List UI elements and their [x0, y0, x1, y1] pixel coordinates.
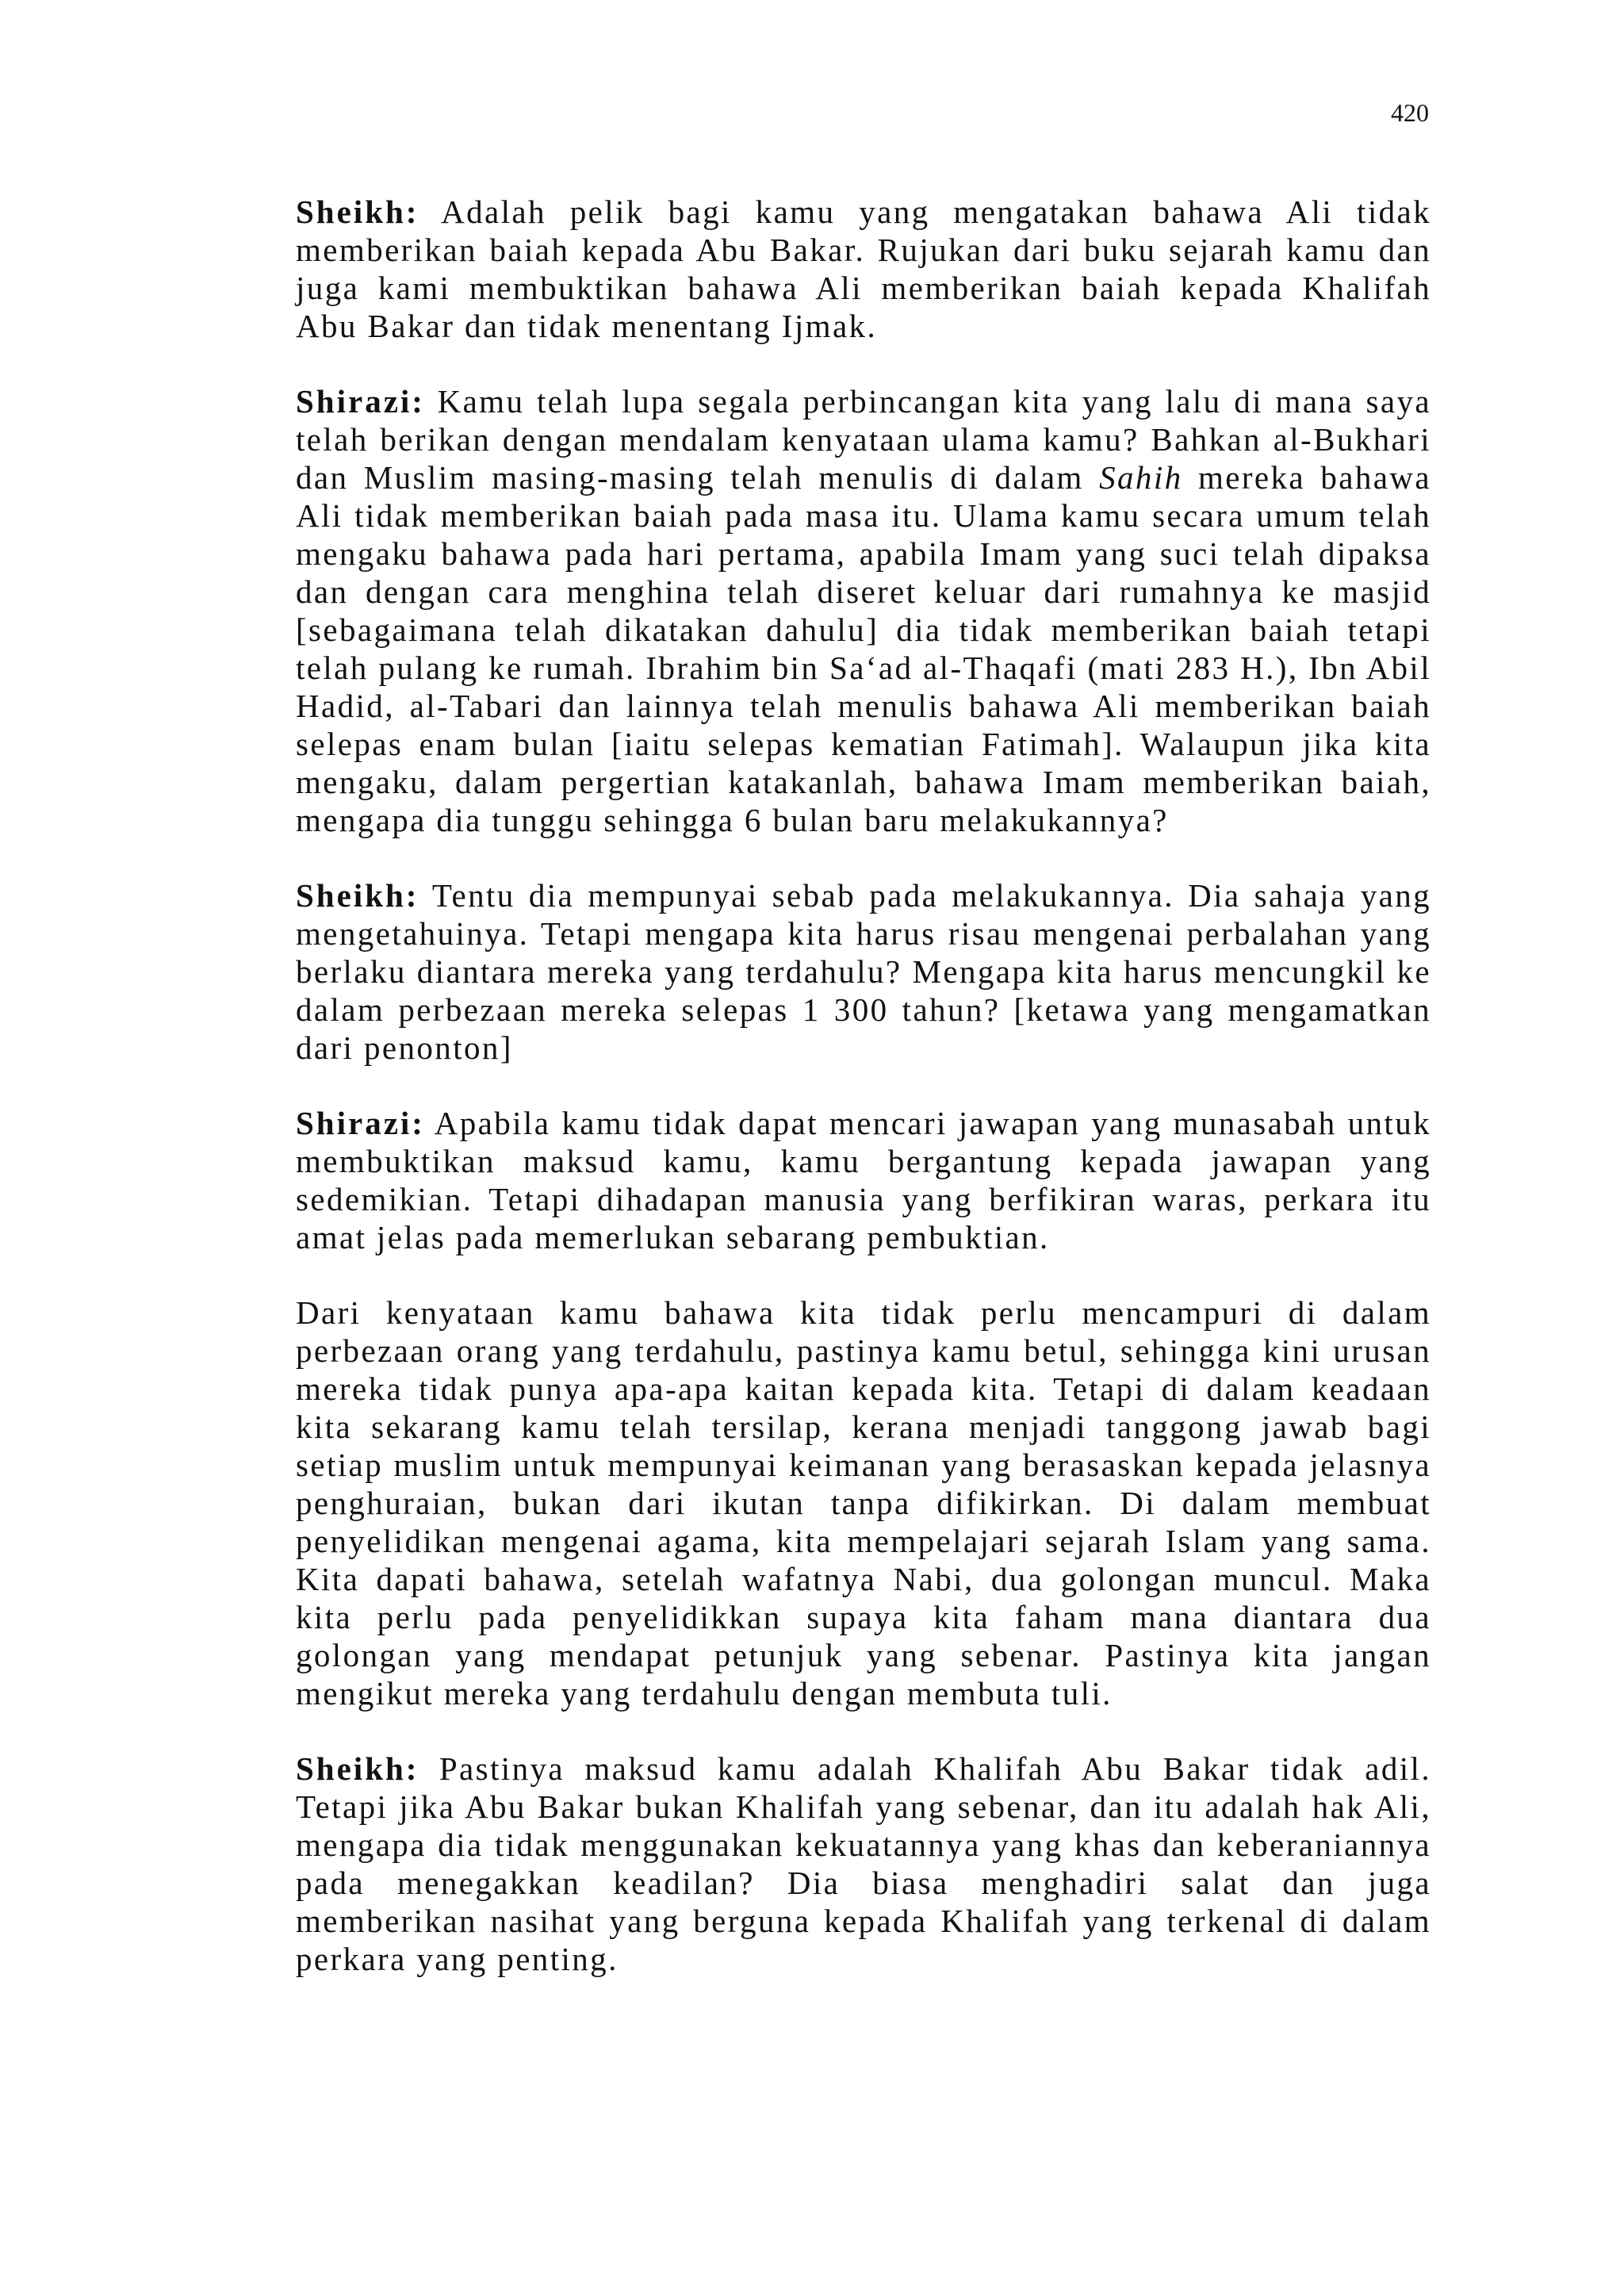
- speaker-label: Sheikh:: [296, 877, 419, 914]
- speaker-label: Shirazi:: [296, 383, 425, 420]
- paragraph-text: Tentu dia mempunyai sebab pada melakukannya. Dia sahaja yang mengetahuinya. Tetapi mengapa kita harus risau mengenai perbalahan yang berlaku diantara mereka yang terdahulu? Mengapa kita harus mencungkil ke dalam perbezaan mereka selepas 1 300 tahun? [ketawa yang mengamatkan dari penonton]: [296, 877, 1431, 1066]
- paragraph-text: Kamu telah lupa segala perbincangan kita yang lalu di mana saya telah berikan dengan mendalam kenyataan ulama kamu? Bahkan al-Bukhari dan Muslim masing-masing telah menulis di dalam: [296, 383, 1431, 496]
- paragraph-shirazi-continued: [296, 1294, 1431, 1712]
- paragraph-sheikh-1: [296, 193, 1431, 345]
- paragraph-sheikh-3: [296, 1750, 1431, 1978]
- paragraph-text: Dari kenyataan kamu bahawa kita tidak perlu mencampuri di dalam perbezaan orang yang terdahulu, pastinya kamu betul, sehingga kini urusan mereka tidak punya apa-apa kaitan kepada kita. Tetapi di dalam keadaan kita sekarang kamu telah tersilap, kerana menjadi tanggong jawab bagi setiap muslim untuk mempunyai keimanan yang berasaskan kepada jelasnya penghuraian, bukan dari ikutan tanpa difikirkan. Di dalam membuat penyelidikan mengenai agama, kita mempelajari sejarah Islam yang sama. Kita dapati bahawa, setelah wafatnya Nabi, dua golongan muncul. Maka kita perlu pada penyelidikkan supaya kita faham mana diantara dua golongan yang mendapat petunjuk yang sebenar. Pastinya kita jangan mengikut mereka yang terdahulu dengan membuta tuli.: [296, 1294, 1431, 1711]
- document-body: [296, 193, 1431, 2015]
- paragraph-sheikh-2: [296, 876, 1431, 1067]
- page-number: 420: [1391, 98, 1429, 127]
- italic-title: Sahih: [1099, 459, 1183, 496]
- paragraph-shirazi-1: [296, 382, 1431, 839]
- paragraph-text: Apabila kamu tidak dapat mencari jawapan yang munasabah untuk membuktikan maksud kamu, kamu bergantung kepada jawapan yang sedemikian. Tetapi dihadapan manusia yang berfikiran waras, perkara itu amat jelas pada memerlukan sebarang pembuktian.: [296, 1105, 1431, 1255]
- speaker-label: Shirazi:: [296, 1105, 425, 1141]
- paragraph-text-continued: mereka bahawa Ali tidak memberikan baiah pada masa itu. Ulama kamu secara umum telah mengaku bahawa pada hari pertama, apabila Imam yang suci telah dipaksa dan dengan cara menghina telah diseret keluar dari rumahnya ke masjid [sebagaimana telah dikatakan dahulu] dia tidak memberikan baiah tetapi telah pulang ke rumah. Ibrahim bin Sa‘ad al-Thaqafi (mati 283 H.), Ibn Abil Hadid, al-Tabari dan lainnya telah menulis bahawa Ali memberikan baiah selepas enam bulan [iaitu selepas kematian Fatimah]. Walaupun jika kita mengaku, dalam pergertian katakanlah, bahawa Imam memberikan baiah, mengapa dia tunggu sehingga 6 bulan baru melakukannya?: [296, 459, 1431, 838]
- speaker-label: Sheikh:: [296, 1750, 419, 1787]
- paragraph-shirazi-2: [296, 1104, 1431, 1256]
- paragraph-text: Adalah pelik bagi kamu yang mengatakan bahawa Ali tidak memberikan baiah kepada Abu Bakar. Rujukan dari buku sejarah kamu dan juga kami membuktikan bahawa Ali memberikan baiah kepada Khalifah Abu Bakar dan tidak menentang Ijmak.: [296, 194, 1432, 344]
- paragraph-text: Pastinya maksud kamu adalah Khalifah Abu Bakar tidak adil. Tetapi jika Abu Bakar bukan Khalifah yang sebenar, dan itu adalah hak Ali, mengapa dia tidak menggunakan kekuatannya yang khas dan keberaniannya pada menegakkan keadilan? Dia biasa menghadiri salat dan juga memberikan nasihat yang berguna kepada Khalifah yang terkenal di dalam perkara yang penting.: [296, 1750, 1431, 1977]
- speaker-label: Sheikh:: [296, 194, 419, 230]
